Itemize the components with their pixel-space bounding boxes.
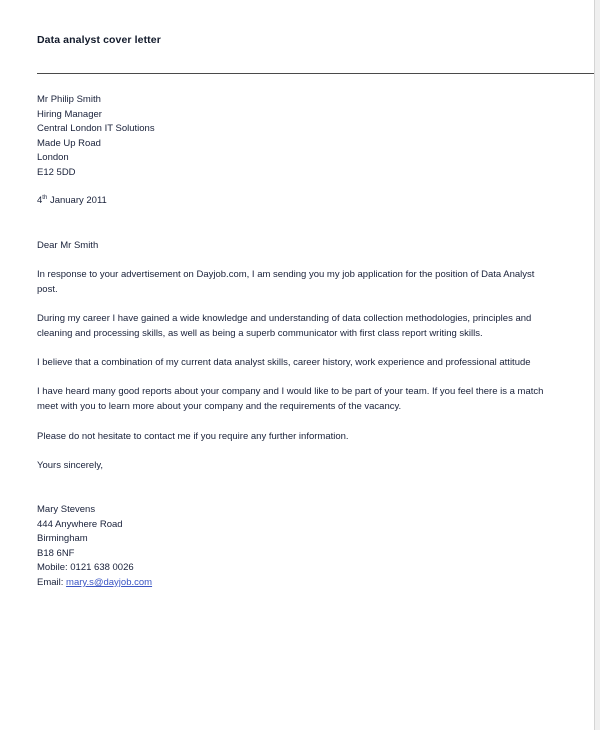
paragraph-3-line-1: I believe that a combination of my current data analyst skills, career history, work experience and professional attitude	[37, 357, 531, 368]
date-suffix: th	[42, 195, 48, 201]
closing-text: Yours sincerely,	[37, 460, 104, 471]
greeting-text: Dear Mr Smith	[37, 240, 99, 251]
greeting	[37, 239, 98, 254]
sender-address: 444 Anywhere Road	[37, 518, 123, 530]
sender-postcode: B18 6NF	[37, 547, 75, 559]
email-label: Email:	[37, 576, 67, 588]
paragraph-1	[37, 268, 534, 297]
paragraph-4-line-1: I have heard many good reports about your company and I would like to be part of your team. If you feel there is a match	[37, 386, 544, 397]
date-month-year: January 2011	[47, 195, 107, 206]
page-gutter	[595, 0, 600, 730]
sender-details	[37, 503, 152, 591]
paragraph-3	[37, 356, 531, 371]
sender-mobile	[37, 561, 152, 576]
paragraph-4-line-2: meet with you to learn more about your company and the requirements of the vacancy.	[37, 400, 402, 412]
mobile-label: Mobile:	[37, 562, 71, 574]
mobile-number: 0121 638 0026	[70, 562, 134, 574]
document-title: Data analyst cover letter	[37, 34, 161, 46]
paragraph-5	[37, 430, 349, 445]
paragraph-4	[37, 385, 543, 414]
paragraph-5-line-1: Please do not hesitate to contact me if you require any further information.	[37, 431, 349, 442]
paragraph-2	[37, 312, 531, 341]
recipient-title: Hiring Manager	[37, 108, 102, 120]
sender-email	[37, 576, 152, 591]
title-divider	[37, 73, 595, 74]
letter-date	[37, 194, 107, 209]
recipient-name: Mr Philip Smith	[37, 94, 101, 105]
date-day: 4	[37, 195, 43, 206]
recipient-postcode: E12 5DD	[37, 166, 76, 178]
email-link[interactable]: mary.s@dayjob.com	[66, 576, 153, 588]
recipient-street: Made Up Road	[37, 137, 101, 149]
recipient-company: Central London IT Solutions	[37, 123, 155, 135]
closing	[37, 459, 103, 474]
recipient-city: London	[37, 152, 69, 164]
paragraph-2-line-1: During my career I have gained a wide knowledge and understanding of data collection methodologies, principles and	[37, 313, 532, 324]
recipient-address	[37, 93, 155, 181]
paragraph-1-line-1: In response to your advertisement on Dayjob.com, I am sending you my job application for the position of Data Analyst	[37, 269, 535, 280]
sender-name: Mary Stevens	[37, 504, 96, 515]
paragraph-1-line-2: post.	[37, 283, 58, 295]
paragraph-2-line-2: cleaning and processing skills, as well as being a superb communicator with first class report writing skills.	[37, 327, 483, 339]
sender-city: Birmingham	[37, 533, 88, 545]
